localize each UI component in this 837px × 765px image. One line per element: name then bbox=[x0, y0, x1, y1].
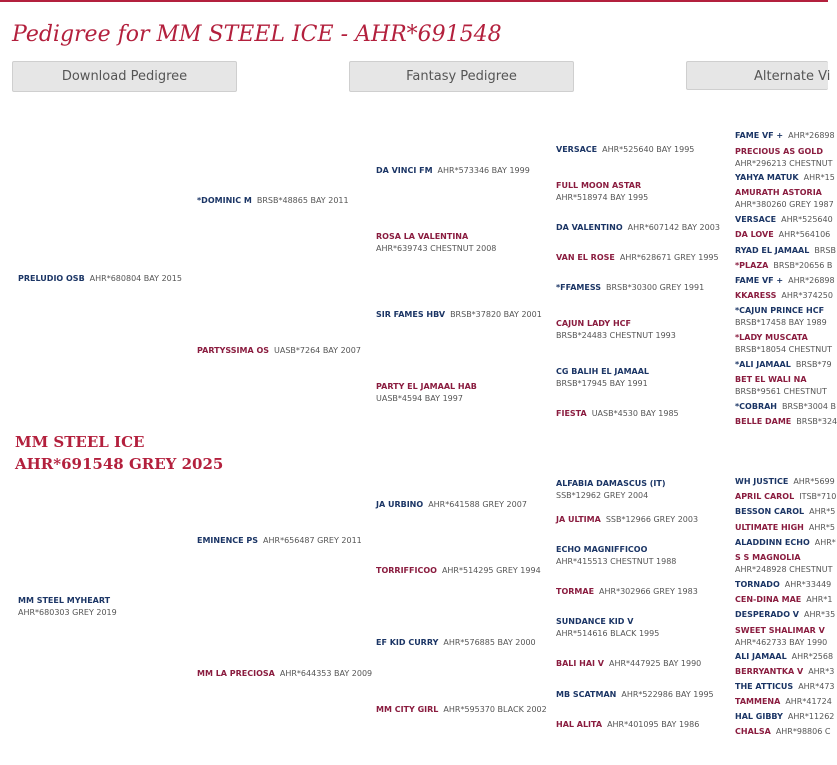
horse-registration: BRSB*37820 BAY 2001 bbox=[450, 310, 542, 319]
horse-registration: SSB*12966 GREY 2003 bbox=[605, 515, 699, 524]
horse-registration: AHR*302966 GREY 1983 bbox=[599, 587, 698, 596]
horse-registration: AHR*522986 BAY 1995 bbox=[621, 690, 714, 699]
pedigree-horse[interactable] bbox=[735, 579, 831, 591]
horse-registration: AHR*1 bbox=[806, 595, 833, 604]
horse-registration: AHR*514616 BLACK 1995 bbox=[556, 629, 660, 638]
horse-registration: BRSB*3004 B bbox=[782, 402, 837, 411]
pedigree-horse[interactable] bbox=[735, 187, 834, 211]
horse-registration: BRSB*48865 BAY 2011 bbox=[256, 196, 349, 205]
horse-registration: AHR*680303 GREY 2019 bbox=[18, 608, 117, 617]
pedigree-horse[interactable] bbox=[376, 231, 496, 255]
pedigree-horse[interactable] bbox=[197, 668, 372, 680]
horse-registration: AHR*628671 GREY 1995 bbox=[619, 253, 719, 262]
horse-name[interactable]: MB SCATMAN bbox=[556, 690, 617, 699]
horse-registration: AHR*462733 BAY 1990 bbox=[735, 638, 828, 647]
fantasy-pedigree-button[interactable]: Fantasy Pedigree bbox=[349, 61, 574, 92]
horse-name[interactable]: PRECIOUS AS GOLD bbox=[735, 147, 824, 156]
horse-registration: BRSB*9561 CHESTNUT bbox=[735, 387, 827, 396]
pedigree-horse[interactable] bbox=[735, 491, 836, 503]
horse-registration: BRSB*30300 GREY 1991 bbox=[605, 283, 705, 292]
horse-name[interactable]: TORMAE bbox=[556, 587, 595, 596]
horse-name[interactable]: BELLE DAME bbox=[735, 417, 792, 426]
pedigree-horse[interactable] bbox=[556, 478, 665, 502]
horse-registration: AHR*26898 bbox=[788, 276, 835, 285]
pedigree-horse[interactable] bbox=[556, 180, 648, 204]
horse-name[interactable]: SUNDANCE KID V bbox=[556, 617, 634, 626]
horse-name[interactable]: BESSON CAROL bbox=[735, 507, 805, 516]
horse-name[interactable]: YAHYA MATUK bbox=[735, 173, 799, 182]
horse-registration: AHR*248928 CHESTNUT bbox=[735, 565, 833, 574]
horse-name[interactable]: *LADY MUSCATA bbox=[735, 333, 808, 342]
horse-registration: AHR*5699 bbox=[793, 477, 835, 486]
horse-registration: ITSB*710 bbox=[799, 492, 837, 501]
horse-registration: SSB*12962 GREY 2004 bbox=[556, 491, 649, 500]
pedigree-horse[interactable] bbox=[197, 535, 362, 547]
horse-name[interactable]: TORNADO bbox=[735, 580, 780, 589]
horse-name[interactable]: *FFAMESS bbox=[556, 283, 601, 292]
horse-name[interactable]: SIR FAMES HBV bbox=[376, 310, 446, 319]
horse-name[interactable]: DA LOVE bbox=[735, 230, 774, 239]
pedigree-horse[interactable] bbox=[735, 609, 835, 621]
horse-registration: AHR*415513 CHESTNUT 1988 bbox=[556, 557, 677, 566]
horse-name[interactable]: CG BALIH EL JAMAAL bbox=[556, 367, 650, 376]
horse-registration: AHR*525640 BAY 1995 bbox=[602, 145, 695, 154]
horse-registration: AHR*296213 CHESTNUT bbox=[735, 159, 833, 168]
pedigree-horse[interactable] bbox=[376, 499, 527, 511]
horse-registration: AHR*98806 C bbox=[775, 727, 831, 736]
horse-name[interactable]: KKARESS bbox=[735, 291, 777, 300]
horse-name[interactable]: JA URBINO bbox=[376, 500, 424, 509]
horse-registration: AHR* bbox=[814, 538, 836, 547]
horse-registration: AHR*26898 bbox=[788, 131, 835, 140]
horse-registration: AHR*607142 BAY 2003 bbox=[627, 223, 720, 232]
pedigree-horse[interactable] bbox=[556, 658, 701, 670]
pedigree-horse[interactable] bbox=[735, 476, 835, 488]
pedigree-horse[interactable] bbox=[735, 146, 832, 170]
pedigree-horse[interactable] bbox=[556, 144, 694, 156]
horse-registration: UASB*4530 BAY 1985 bbox=[591, 409, 679, 418]
horse-name[interactable]: VAN EL ROSE bbox=[556, 253, 615, 262]
pedigree-horse[interactable] bbox=[376, 637, 536, 649]
horse-registration: BRSB*20656 B bbox=[773, 261, 833, 270]
horse-registration: AHR*641588 GREY 2007 bbox=[428, 500, 527, 509]
pedigree-horse[interactable] bbox=[735, 681, 835, 693]
horse-name[interactable]: RYAD EL JAMAAL bbox=[735, 246, 810, 255]
pedigree-horse[interactable] bbox=[735, 214, 833, 226]
pedigree-horse[interactable] bbox=[556, 689, 714, 701]
horse-registration: AHR*518974 BAY 1995 bbox=[556, 193, 649, 202]
horse-registration: AHR*680804 BAY 2015 bbox=[89, 274, 182, 283]
horse-name[interactable]: HAL GIBBY bbox=[735, 712, 783, 721]
horse-registration: AHR*380260 GREY 1987 bbox=[735, 200, 834, 209]
pedigree-horse[interactable] bbox=[735, 696, 832, 708]
pedigree-horse[interactable] bbox=[735, 625, 827, 649]
pedigree-horse[interactable] bbox=[556, 616, 659, 640]
pedigree-horse[interactable] bbox=[735, 305, 827, 329]
horse-registration: BRSB*24483 CHESTNUT 1993 bbox=[556, 331, 676, 340]
horse-name[interactable]: BALI HAI V bbox=[556, 659, 604, 668]
horse-name[interactable]: VERSACE bbox=[735, 215, 777, 224]
horse-name[interactable]: TORRIFFICOO bbox=[376, 566, 437, 575]
horse-name[interactable]: ALI JAMAAL bbox=[735, 652, 787, 661]
horse-name[interactable]: FAME VF + bbox=[735, 276, 784, 285]
horse-registration: AHR*514295 GREY 1994 bbox=[441, 566, 541, 575]
horse-name[interactable]: JA ULTIMA bbox=[556, 515, 601, 524]
subject-horse bbox=[15, 431, 223, 475]
pedigree-horse[interactable] bbox=[735, 401, 836, 413]
horse-name[interactable]: CHALSA bbox=[735, 727, 771, 736]
horse-name[interactable]: PARTY EL JAMAAL HAB bbox=[376, 382, 477, 391]
horse-registration: AHR*5 bbox=[808, 523, 836, 532]
pedigree-horse[interactable] bbox=[556, 318, 676, 342]
pedigree-horse[interactable] bbox=[735, 229, 830, 241]
pedigree-horse[interactable] bbox=[735, 359, 832, 371]
pedigree-horse[interactable] bbox=[735, 172, 835, 184]
pedigree-horse[interactable] bbox=[556, 719, 699, 731]
horse-name[interactable]: *DOMINIC M bbox=[197, 196, 252, 205]
pedigree-horse[interactable] bbox=[376, 565, 541, 577]
pedigree-horse[interactable] bbox=[735, 726, 830, 738]
horse-registration: BRSB bbox=[814, 246, 836, 255]
horse-registration: AHR*656487 GREY 2011 bbox=[263, 536, 362, 545]
top-accent-line bbox=[0, 0, 828, 2]
pedigree-horse[interactable] bbox=[376, 704, 547, 716]
horse-name[interactable]: APRIL CAROL bbox=[735, 492, 795, 501]
sire-entry[interactable] bbox=[18, 273, 182, 285]
pedigree-horse[interactable] bbox=[556, 366, 649, 390]
pedigree-horse[interactable] bbox=[197, 195, 349, 207]
horse-name[interactable]: ULTIMATE HIGH bbox=[735, 523, 804, 532]
pedigree-horse[interactable] bbox=[735, 245, 836, 257]
horse-name[interactable]: VERSACE bbox=[556, 145, 598, 154]
horse-registration: AHR*35 bbox=[803, 610, 836, 619]
pedigree-horse[interactable] bbox=[735, 332, 832, 356]
horse-registration: UASB*4594 BAY 1997 bbox=[376, 394, 463, 403]
pedigree-horse[interactable] bbox=[735, 416, 837, 428]
pedigree-horse[interactable] bbox=[735, 260, 832, 272]
horse-name[interactable]: TAMMENA bbox=[735, 697, 781, 706]
pedigree-horse[interactable] bbox=[735, 711, 834, 723]
horse-name[interactable]: DA VINCI FM bbox=[376, 166, 433, 175]
horse-registration: BRSB*17945 BAY 1991 bbox=[556, 379, 648, 388]
horse-registration: AHR*5 bbox=[809, 507, 836, 516]
pedigree-horse[interactable] bbox=[556, 282, 704, 294]
horse-registration: AHR*41724 bbox=[785, 697, 832, 706]
horse-name[interactable]: MM STEEL MYHEART bbox=[18, 596, 111, 605]
subject-registration: AHR*691548 GREY 2025 bbox=[15, 455, 224, 473]
horse-name[interactable]: MM CITY GIRL bbox=[376, 705, 439, 714]
pedigree-horse[interactable] bbox=[735, 537, 836, 549]
pedigree-horse[interactable] bbox=[735, 290, 833, 302]
alternate-view-button[interactable]: Alternate Vi bbox=[686, 61, 828, 90]
horse-registration: AHR*447925 BAY 1990 bbox=[609, 659, 702, 668]
pedigree-horse[interactable] bbox=[735, 275, 835, 287]
pedigree-horse[interactable] bbox=[376, 165, 530, 177]
horse-name[interactable]: BERRYANTKA V bbox=[735, 667, 804, 676]
horse-name[interactable]: CEN-DINA MAE bbox=[735, 595, 802, 604]
pedigree-horse[interactable] bbox=[197, 345, 361, 357]
pedigree-horse[interactable] bbox=[556, 544, 676, 568]
horse-registration: BRSB*324 bbox=[796, 417, 837, 426]
pedigree-horse[interactable] bbox=[735, 552, 832, 576]
horse-name[interactable]: MM LA PRECIOSA bbox=[197, 669, 275, 678]
subject-name: MM STEEL ICE bbox=[15, 433, 145, 451]
pedigree-horse[interactable] bbox=[376, 381, 477, 405]
pedigree-horse[interactable] bbox=[556, 514, 698, 526]
horse-registration: BRSB*17458 BAY 1989 bbox=[735, 318, 827, 327]
horse-name[interactable]: *PLAZA bbox=[735, 261, 769, 270]
pedigree-horse[interactable] bbox=[735, 651, 833, 663]
pedigree-horse[interactable] bbox=[735, 522, 835, 534]
horse-registration: BRSB*79 bbox=[795, 360, 832, 369]
dam-entry[interactable] bbox=[18, 595, 117, 619]
horse-registration: AHR*2568 bbox=[791, 652, 834, 661]
horse-registration: AHR*525640 bbox=[781, 215, 833, 224]
horse-registration: AHR*473 bbox=[798, 682, 835, 691]
horse-name[interactable]: PARTYSSIMA OS bbox=[197, 346, 270, 355]
horse-registration: AHR*573346 BAY 1999 bbox=[437, 166, 530, 175]
horse-registration: BRSB*18054 CHESTNUT bbox=[735, 345, 832, 354]
pedigree-horse[interactable] bbox=[376, 309, 542, 321]
horse-name[interactable]: FULL MOON ASTAR bbox=[556, 181, 642, 190]
horse-name[interactable]: CAJUN LADY HCF bbox=[556, 319, 631, 328]
download-pedigree-button[interactable]: Download Pedigree bbox=[12, 61, 237, 92]
horse-name[interactable]: ALADDINN ECHO bbox=[735, 538, 810, 547]
horse-name[interactable]: ALFABIA DAMASCUS (IT) bbox=[556, 479, 666, 488]
horse-registration: AHR*644353 BAY 2009 bbox=[279, 669, 373, 678]
horse-name[interactable]: SWEET SHALIMAR V bbox=[735, 626, 825, 635]
horse-registration: AHR*595370 BLACK 2002 bbox=[443, 705, 547, 714]
horse-registration: AHR*374250 bbox=[781, 291, 833, 300]
pedigree-horse[interactable] bbox=[735, 130, 835, 142]
horse-name[interactable]: WH JUSTICE bbox=[735, 477, 789, 486]
horse-registration: AHR*3 bbox=[808, 667, 835, 676]
pedigree-horse[interactable] bbox=[735, 506, 835, 518]
horse-registration: AHR*11262 bbox=[787, 712, 835, 721]
horse-registration: AHR*639743 CHESTNUT 2008 bbox=[376, 244, 497, 253]
pedigree-horse[interactable] bbox=[556, 408, 679, 420]
horse-name[interactable]: S S MAGNOLIA bbox=[735, 553, 801, 562]
horse-name[interactable]: HAL ALITA bbox=[556, 720, 603, 729]
pedigree-horse[interactable] bbox=[735, 666, 834, 678]
horse-registration: AHR*15 bbox=[803, 173, 835, 182]
horse-registration: UASB*7264 BAY 2007 bbox=[274, 346, 361, 355]
horse-registration: AHR*33449 bbox=[784, 580, 832, 589]
horse-name[interactable]: *COBRAH bbox=[735, 402, 777, 411]
horse-name[interactable]: DA VALENTINO bbox=[556, 223, 623, 232]
pedigree-horse[interactable] bbox=[556, 586, 698, 598]
horse-name[interactable]: AMURATH ASTORIA bbox=[735, 188, 822, 197]
horse-name[interactable]: *ALI JAMAAL bbox=[735, 360, 791, 369]
horse-name[interactable]: FIESTA bbox=[556, 409, 587, 418]
horse-name[interactable]: *CAJUN PRINCE HCF bbox=[735, 306, 825, 315]
pedigree-horse[interactable] bbox=[735, 594, 832, 606]
horse-name[interactable]: BET EL WALI NA bbox=[735, 375, 807, 384]
page-title: Pedigree for MM STEEL ICE - AHR*691548 bbox=[12, 22, 502, 47]
horse-name[interactable]: PRELUDIO OSB bbox=[18, 274, 85, 283]
horse-registration: AHR*564106 bbox=[778, 230, 831, 239]
horse-name[interactable]: EF KID CURRY bbox=[376, 638, 439, 647]
horse-registration: AHR*576885 BAY 2000 bbox=[443, 638, 536, 647]
horse-name[interactable]: DESPERADO V bbox=[735, 610, 799, 619]
horse-name[interactable]: FAME VF + bbox=[735, 131, 784, 140]
horse-name[interactable]: EMINENCE PS bbox=[197, 536, 259, 545]
horse-registration: AHR*401095 BAY 1986 bbox=[607, 720, 700, 729]
pedigree-horse[interactable] bbox=[556, 252, 719, 264]
pedigree-horse[interactable] bbox=[556, 222, 720, 234]
horse-name[interactable]: THE ATTICUS bbox=[735, 682, 794, 691]
horse-name[interactable]: ROSA LA VALENTINA bbox=[376, 232, 469, 241]
pedigree-horse[interactable] bbox=[735, 374, 827, 398]
horse-name[interactable]: ECHO MAGNIFFICOO bbox=[556, 545, 648, 554]
